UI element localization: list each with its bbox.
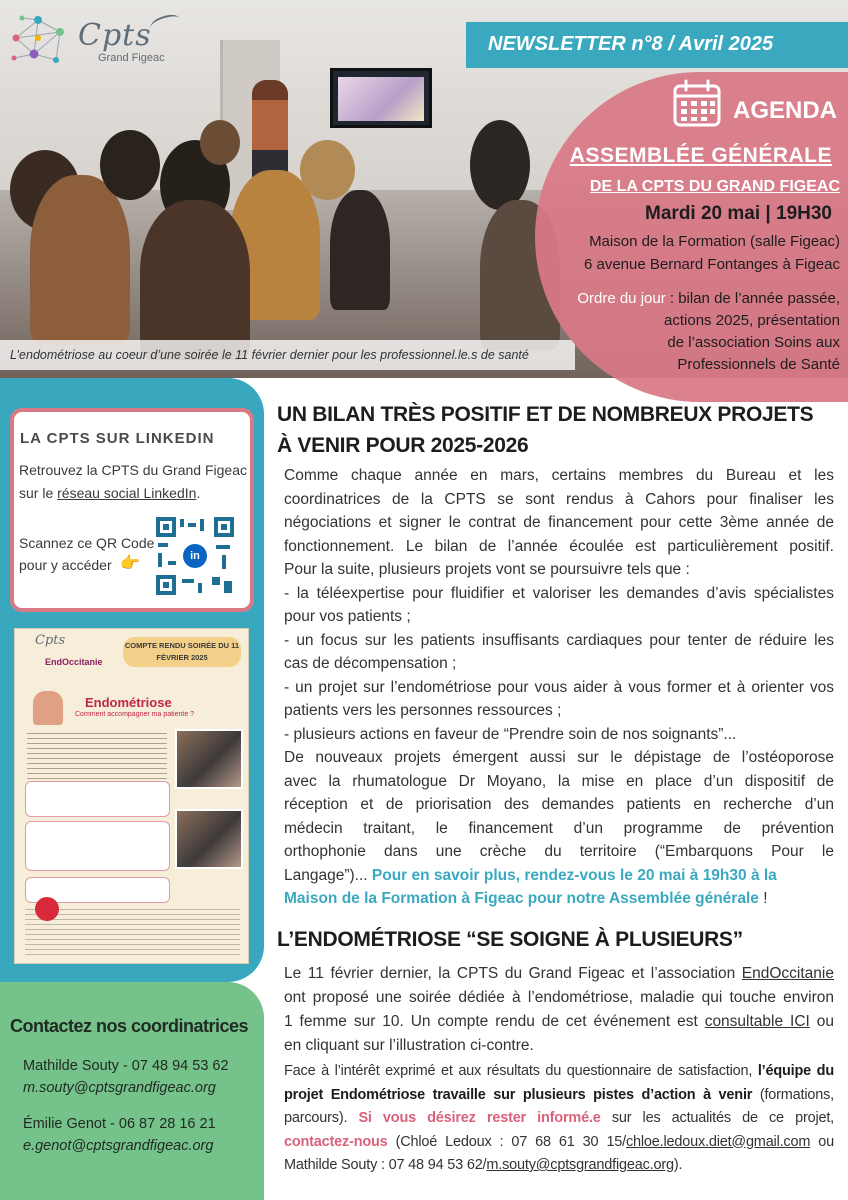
agenda-place-1: Maison de la Formation (salle Figeac): [589, 233, 840, 250]
endometriosis-flyer-thumbnail[interactable]: [14, 628, 249, 964]
contact-1-name-phone: Mathilde Souty - 07 48 94 53 62: [23, 1058, 229, 1074]
speaker-figure: [252, 80, 288, 180]
agenda-order-label: Ordre du jour: [577, 290, 666, 307]
agenda-order-1: Ordre du jour : bilan de l’année passée,: [577, 290, 840, 307]
article-1-title-line-1: UN BILAN TRÈS POSITIF ET DE NOMBREUX PROJETS: [277, 403, 814, 426]
contact-1-email[interactable]: m.souty@cptsgrandfigeac.org: [23, 1080, 216, 1096]
logo-name: Cpts: [78, 18, 152, 53]
flyer-org: EndOccitanie: [45, 657, 103, 667]
hero-caption: L’endométriose au coeur d’une soirée le 11 février dernier pour les professionnel.le.s de santé: [10, 348, 529, 362]
linkedin-qr-code[interactable]: [156, 517, 234, 595]
linkedin-text-1: Retrouvez la CPTS du Grand Figeac: [19, 462, 247, 478]
article-2-body-2: Face à l’intérêt exprimé et aux résultats du questionnaire de satisfaction, l’équipe du projet Endométriose travaille sur plusieurs pistes d’action à venir (formations, parcours). Si vous désirez rester informé.e sur les actualités de ce projet, contactez-nous (Chloé Ledoux : 07 68 61 30 15/chloe.ledoux.diet@gmail.com ou Mathilde Souty : 07 48 94 53 62/m.souty@cptsgrandfigeac.org).: [284, 1063, 834, 1173]
flyer-photo-1: [175, 729, 243, 789]
agenda-place-2: 6 avenue Bernard Fontanges à Figeac: [583, 256, 840, 273]
endoccitanie-link[interactable]: EndOccitanie: [741, 965, 834, 982]
news-badge-icon: [35, 897, 59, 921]
hero-caption-box: [0, 340, 575, 370]
report-link[interactable]: consultable ICI: [704, 1013, 810, 1030]
logo-subtitle: Grand Figeac: [98, 52, 165, 64]
flyer-title: Endométriose: [85, 695, 172, 710]
article-1-title-line-2: À VENIR POUR 2025-2026: [277, 434, 529, 457]
flyer-photo-2: [175, 809, 243, 869]
article-2-title: L’ENDOMÉTRIOSE “SE SOIGNE À PLUSIEURS”: [277, 928, 743, 951]
agenda-event-title: ASSEMBLÉE GÉNÉRALE: [569, 144, 832, 167]
article-1-cta: Pour en savoir plus, rendez-vous le 20 mai à 19h30 à la: [371, 866, 777, 884]
linkedin-text-4: pour y accéder: [19, 557, 112, 573]
chloe-email-link[interactable]: chloe.ledoux.diet@gmail.com: [626, 1133, 811, 1150]
article-1-body: Comme chaque année en mars, certains membres du Bureau et les coordinatrices de la CPTS se sont rendus à Cahors pour finaliser les négociations et signer le contrat de financement pour cette 3ème année de fonctionnement. Le bilan de l’année écoulée est particulièrement positif. Pour la suite, plusieurs projets vont se poursuivre tels que : - la téléexpertise pour fluidifier et valoriser les demandes d’avis spécialistes pour vos patients ; - un focus sur les patients insuffisants cardiaques pour tenter de réduire les cas de décompensation ; - un projet sur l’endométriose pour vous aider à vous former et à orienter vos patients vers les personnes ressources ; - plusieurs actions en faveur de “Prendre soin de nos soignants”... De nouveaux projets émergent aussi sur le dépistage de l’ostéoporose avec la rhumatologue Dr Moyano, la mise en place d’un dispositif de réception et de priorisation des demandes patients en recherche d’un médecin traitant, le financement d’un programme de prévention orthophonie dans une crèche du territoire (“Embarquons Pour le Langage”)... Pour en savoir plus, rendez-vous le 20 mai à 19h30 à la Maison de la Formation à Figeac pour notre Assemblée générale !: [284, 467, 834, 907]
contact-2-email[interactable]: e.genot@cptsgrandfigeac.org: [23, 1138, 214, 1154]
linkedin-title: LA CPTS SUR LINKEDIN: [20, 430, 215, 447]
agenda-order-2: actions 2025, présentation: [664, 312, 840, 329]
mathilde-email-link[interactable]: m.souty@cptsgrandfigeac.org: [486, 1157, 674, 1173]
linkedin-text-2: sur le réseau social LinkedIn.: [19, 485, 201, 501]
flyer-header: COMPTE RENDU SOIRÉE DU 11 FÉVRIER 2025: [123, 637, 241, 667]
agenda-title: AGENDA: [733, 97, 838, 124]
network-logo-icon: [8, 8, 70, 70]
agenda-order-3: de l’association Soins aux: [667, 334, 840, 351]
calendar-icon: [672, 78, 722, 128]
flyer-illustration: [33, 691, 63, 725]
newsletter-label: NEWSLETTER n°8 / Avril 2025: [488, 33, 774, 55]
flyer-subtitle: Comment accompagner ma patiente ?: [75, 711, 195, 718]
contact-2-name-phone: Émilie Genot - 06 87 28 16 21: [23, 1116, 216, 1132]
agenda-date: Mardi 20 mai | 19H30: [645, 203, 832, 224]
linkedin-link[interactable]: réseau social LinkedIn: [57, 485, 197, 501]
agenda-event-subtitle: DE LA CPTS DU GRAND FIGEAC: [589, 178, 840, 195]
contacts-title: Contactez nos coordinatrices: [10, 1016, 249, 1036]
linkedin-text-3: Scannez ce QR Code: [19, 535, 155, 551]
cpts-logo: [0, 0, 190, 80]
pointing-hand-icon: 👉: [120, 555, 140, 572]
linkedin-icon: in: [183, 544, 207, 568]
presentation-screen: [330, 68, 432, 128]
flyer-logo: Cpts: [35, 633, 66, 648]
article-2-body-1: Le 11 février dernier, la CPTS du Grand Figeac et l’association EndOccitanie ont proposé une soirée dédiée à l’endométriose, maladie qui touche environ 1 femme sur 10. Un compte rendu de cet événement est consultable ICI ou en cliquant sur l’illustration ci-contre.: [284, 965, 834, 1054]
agenda-order-4: Professionnels de Santé: [677, 356, 840, 373]
newsletter-banner: [466, 22, 848, 68]
